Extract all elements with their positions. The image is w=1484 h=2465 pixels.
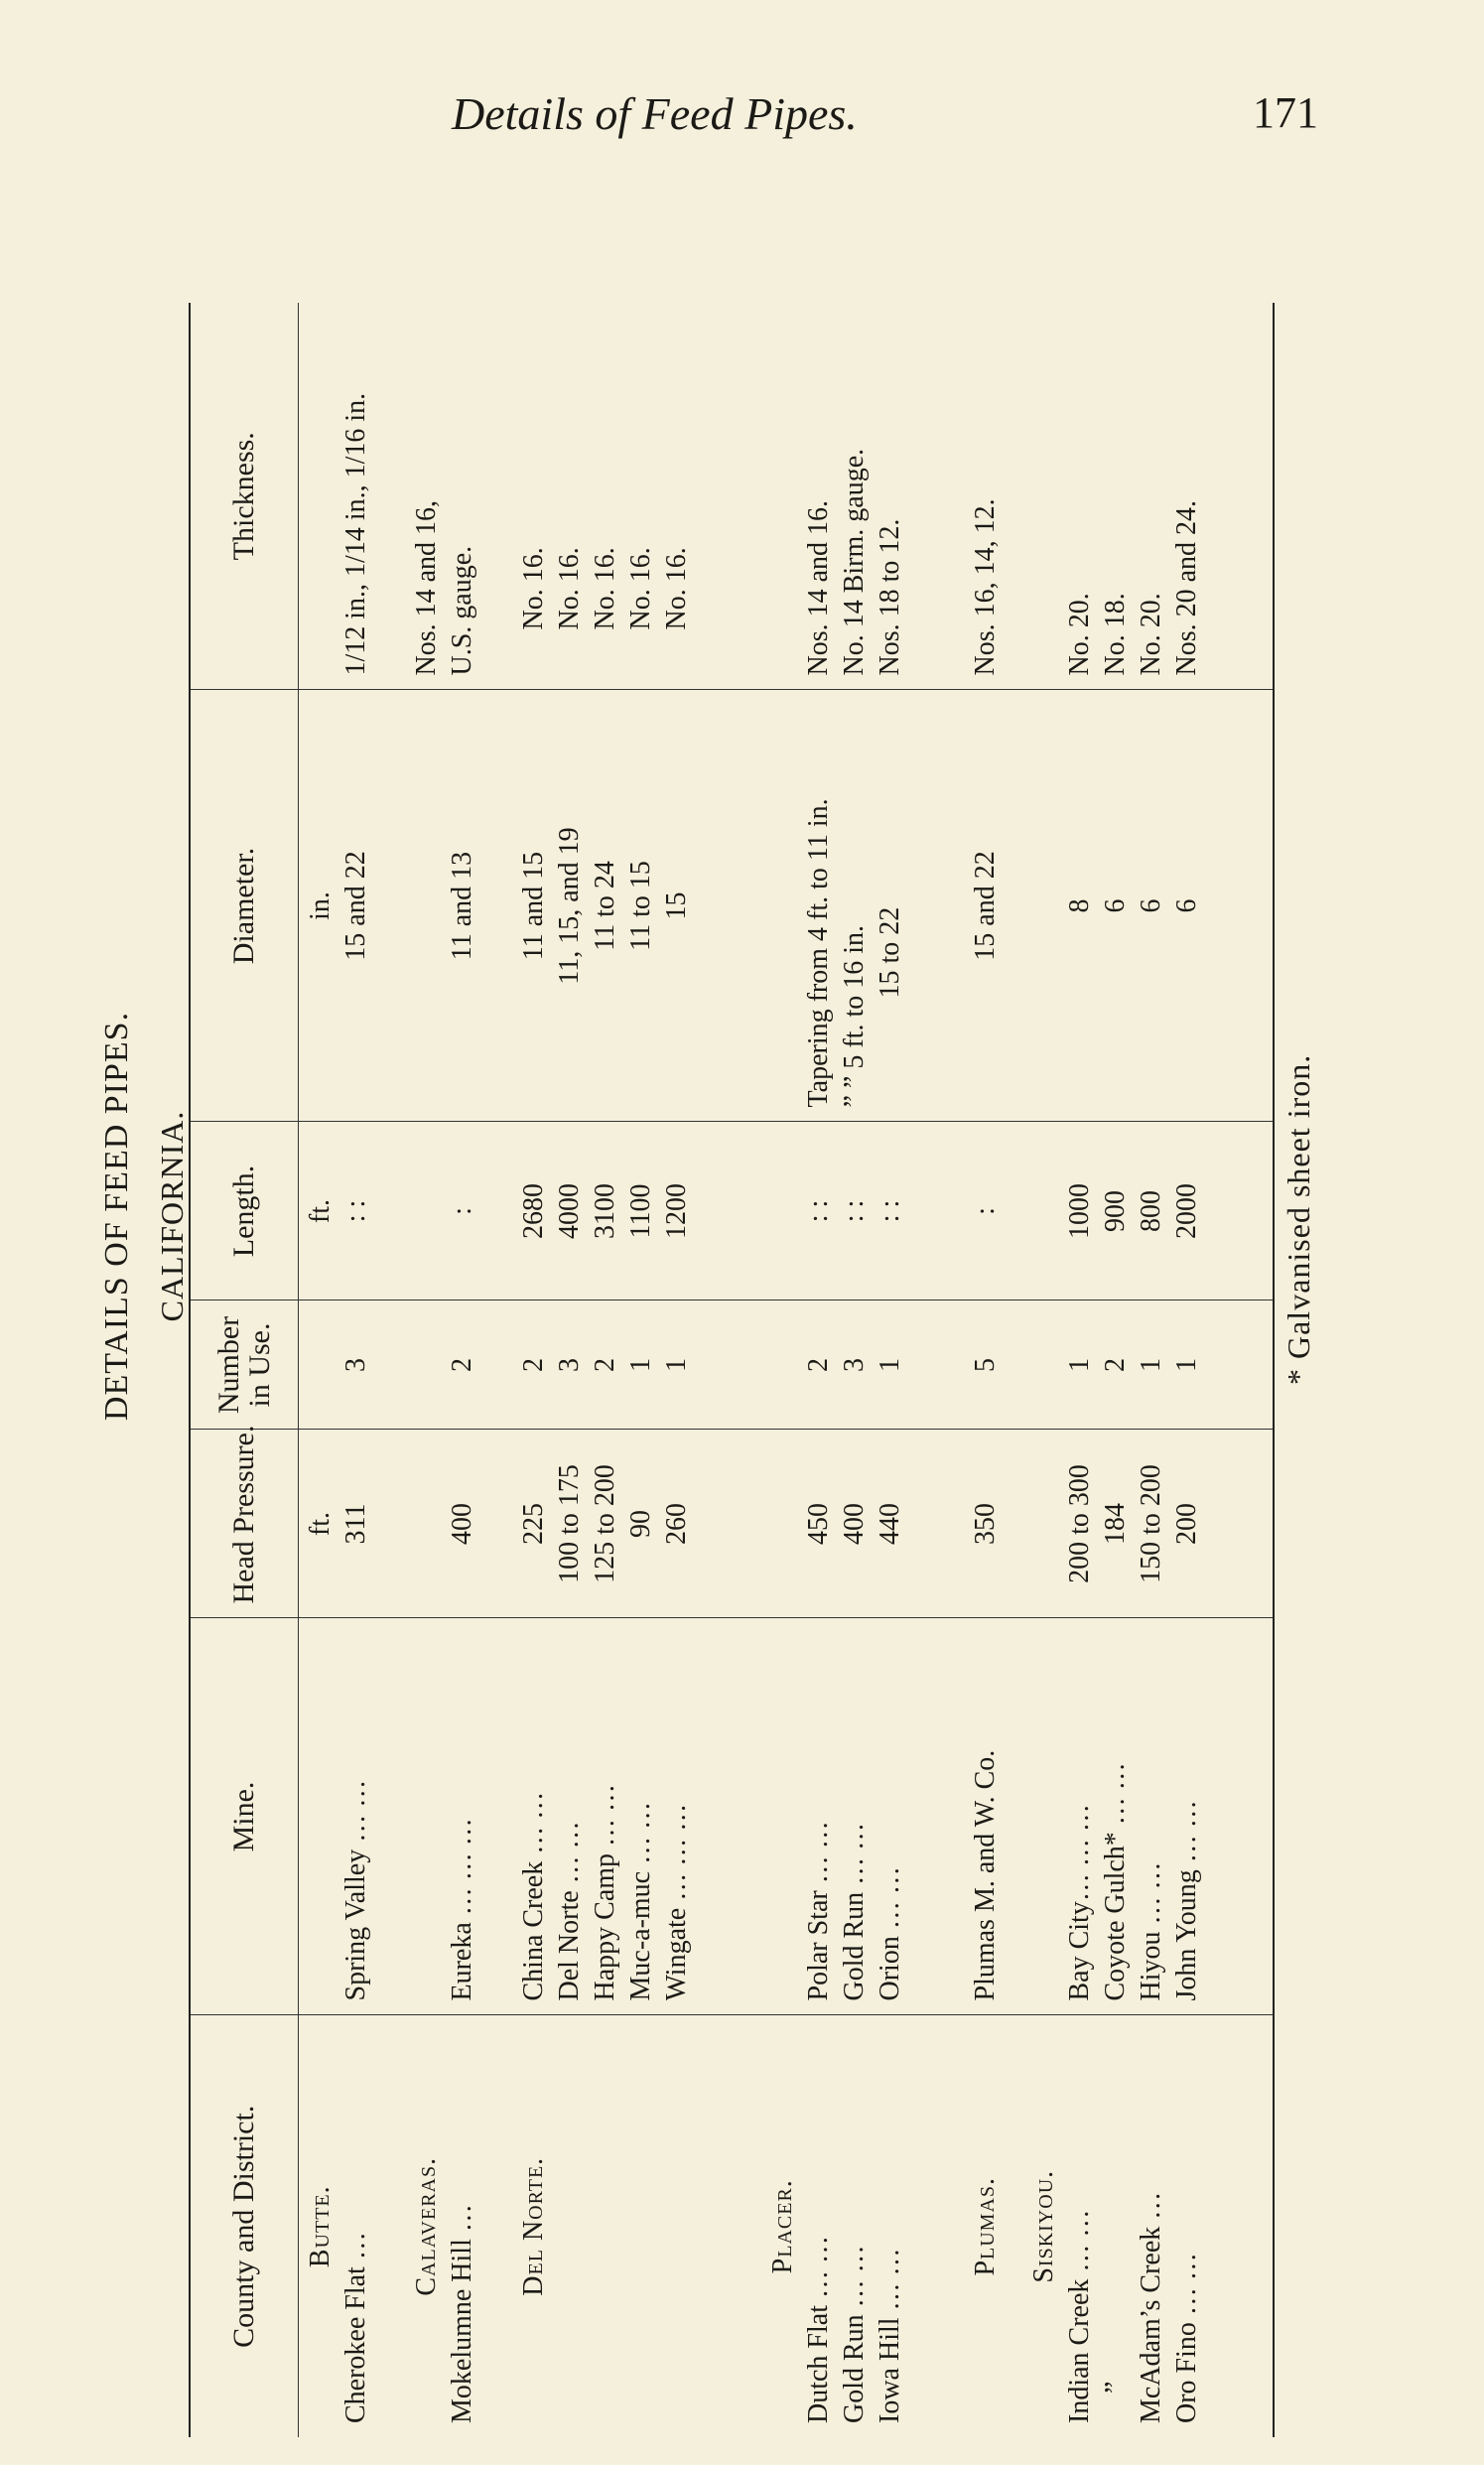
diameter-value: 15 and 22 <box>970 851 1002 961</box>
thickness-value: Nos. 18 to 12. <box>875 518 906 676</box>
number-value: 3 <box>839 1358 871 1372</box>
county-name: McAdam’s Creek … <box>1136 2191 1167 2423</box>
mine-name: Coyote Gulch* … … <box>1100 1762 1132 2001</box>
length-value: : <box>970 1207 1002 1215</box>
mine-name: Polar Star … … <box>803 1821 835 2001</box>
head-value: 184 <box>1100 1503 1132 1545</box>
table-row-siskiyou <box>1022 303 1273 2437</box>
diameter-value: 8 <box>1064 898 1096 913</box>
diameter-value: 6 <box>1136 898 1167 913</box>
thickness-value: No. 14 Birm. gauge. <box>839 448 871 676</box>
number-value: 2 <box>517 1358 549 1372</box>
mine-name: Spring Valley … … <box>340 1779 371 2001</box>
head-value: 440 <box>875 1503 906 1545</box>
head-value: 200 <box>1171 1503 1203 1545</box>
thickness-value: No. 16. <box>517 547 549 630</box>
number-value: 1 <box>624 1358 656 1372</box>
diameter-cell <box>299 690 406 1122</box>
county-name: Iowa Hill … … <box>875 2248 906 2423</box>
thickness-value: No. 20. <box>1136 593 1167 676</box>
thickness-value: Nos. 14 and 16. <box>803 499 835 676</box>
diameter-value: 15 to 22 <box>875 906 906 999</box>
running-title: Details of Feed Pipes. <box>452 88 858 139</box>
mine-name: Muc-a-muc … … <box>624 1801 656 2001</box>
thickness-value: Nos. 20 and 24. <box>1171 499 1203 676</box>
mine-name: John Young … … <box>1171 1800 1203 2001</box>
head-value: 400 <box>839 1503 871 1545</box>
footnote: * Galvanised sheet iron. <box>1281 1053 1316 1385</box>
length-value: 1200 <box>660 1183 692 1239</box>
head-value: 260 <box>660 1503 692 1545</box>
head-value: 225 <box>517 1503 549 1545</box>
diameter-value: 15 <box>660 891 692 920</box>
length-value: 4000 <box>553 1183 585 1239</box>
group-name: Plumas. <box>970 2176 1002 2276</box>
mine-name: China Creek … … <box>517 1791 549 2001</box>
group-name: Siskiyou. <box>1028 2169 1060 2283</box>
head-cell <box>299 1430 406 1618</box>
length-value: 2680 <box>517 1183 549 1239</box>
number-value: 2 <box>1100 1358 1132 1372</box>
thickness-value: No. 16. <box>553 547 585 630</box>
number-value: 2 <box>803 1358 835 1372</box>
rotated-content <box>94 0 1415 2437</box>
diameter-value: ” ” 5 ft. to 16 in. <box>839 924 871 1108</box>
mine-name: Del Norte … … <box>553 1821 585 2001</box>
diameter-value: 11 to 15 <box>624 861 656 951</box>
head-value: 400 <box>447 1503 478 1545</box>
mine-name: Bay City… … … <box>1064 1804 1096 2001</box>
length-value: 1100 <box>624 1183 656 1239</box>
col-thickness: Thickness. <box>191 303 299 690</box>
thickness-value: No. 16. <box>660 547 692 630</box>
length-cell <box>299 1122 406 1301</box>
number-value: 1 <box>875 1358 906 1372</box>
diameter-unit: in. <box>305 891 336 920</box>
feed-pipes-table <box>191 303 1273 2437</box>
group-name: Butte. <box>305 2185 336 2268</box>
group-name: Calaveras. <box>411 2156 443 2296</box>
head-unit: ft. <box>305 1511 336 1537</box>
head-value: 350 <box>970 1503 1002 1545</box>
thickness-value: No. 16. <box>589 547 620 630</box>
thickness-value: No. 20. <box>1064 593 1096 676</box>
length-value: 900 <box>1100 1190 1132 1232</box>
length-value: : : <box>839 1199 871 1223</box>
length-value: 3100 <box>589 1183 620 1239</box>
county-name: Cherokee Flat … <box>340 2232 371 2423</box>
mine-name: Plumas M. and W. Co. <box>970 1749 1002 2001</box>
mine-name: Happy Camp … … <box>589 1783 620 2001</box>
number-value: 2 <box>589 1358 620 1372</box>
mine-name: Eureka … … … <box>447 1818 478 2001</box>
head-value: 200 to 300 <box>1064 1464 1096 1583</box>
table-row-plumas <box>964 303 1022 2437</box>
diameter-value: Tapering from 4 ft. to 11 in. <box>803 798 835 1108</box>
county-name: Mokelumne Hill … <box>447 2204 478 2423</box>
county-cell <box>299 2015 406 2437</box>
col-diameter: Diameter. <box>191 690 299 1122</box>
group-name: Placer. <box>767 2179 799 2274</box>
header-row <box>191 303 299 2437</box>
thickness-value: No. 16. <box>624 547 656 630</box>
table-caption: DETAILS OF FEED PIPES. <box>98 1011 135 1422</box>
table-row-del-norte <box>512 303 762 2437</box>
county-name: Oro Fino … … <box>1171 2253 1203 2423</box>
head-value: 125 to 200 <box>589 1464 620 1583</box>
number-value: 2 <box>447 1358 478 1372</box>
number-value: 1 <box>1064 1358 1096 1372</box>
thickness-cell <box>299 303 406 690</box>
county-name: Indian Creek … … <box>1064 2209 1096 2423</box>
col-number-in-use: Number in Use. <box>191 1301 299 1430</box>
thickness-value: 1/12 in., 1/14 in., 1/16 in. <box>340 392 371 676</box>
table-row-butte <box>299 303 406 2437</box>
table-subcaption: CALIFORNIA. <box>154 1110 190 1322</box>
table-row-calaveras <box>405 303 511 2437</box>
diameter-value: 11 and 15 <box>517 851 549 961</box>
length-unit: ft. <box>305 1198 336 1224</box>
thickness-value: No. 18. <box>1100 593 1132 676</box>
county-name: Dutch Flat … … <box>803 2236 835 2423</box>
number-value: 1 <box>660 1358 692 1372</box>
length-value: : : <box>875 1199 906 1223</box>
number-value: 3 <box>553 1358 585 1372</box>
table-row-placer <box>761 303 964 2437</box>
thickness-value: Nos. 14 and 16, <box>411 499 443 676</box>
group-name: Del Norte. <box>517 2156 549 2296</box>
length-value: : <box>447 1207 478 1215</box>
county-name: ” <box>1100 2381 1132 2394</box>
number-cell <box>299 1301 406 1430</box>
head-value: 90 <box>624 1510 656 1538</box>
number-value: 5 <box>970 1358 1002 1372</box>
length-value: : : <box>803 1199 835 1223</box>
head-value: 150 to 200 <box>1136 1464 1167 1583</box>
length-value: 1000 <box>1064 1183 1096 1239</box>
number-value: 3 <box>340 1358 371 1372</box>
mine-name: Wingate … … … <box>660 1803 692 2001</box>
col-length: Length. <box>191 1122 299 1301</box>
page-number: 171 <box>1253 88 1318 137</box>
diameter-value: 6 <box>1171 898 1203 913</box>
diameter-value: 6 <box>1100 898 1132 913</box>
diameter-value: 11 and 13 <box>447 851 478 961</box>
feed-pipes-table-wrap <box>189 303 1275 2437</box>
mine-name: Hiyou … … <box>1136 1861 1167 2001</box>
head-value: 311 <box>340 1503 371 1545</box>
diameter-value: 11 to 24 <box>589 861 620 951</box>
thickness-value: Nos. 16, 14, 12. <box>970 498 1002 676</box>
diameter-value: 11, 15, and 19 <box>553 827 585 985</box>
number-value: 1 <box>1171 1358 1203 1372</box>
thickness-value: U.S. gauge. <box>447 545 478 676</box>
length-value: : : <box>340 1199 371 1223</box>
length-value: 2000 <box>1171 1183 1203 1239</box>
length-value: 800 <box>1136 1190 1167 1232</box>
mine-name: Gold Run … … <box>839 1822 871 2001</box>
number-value: 1 <box>1136 1358 1167 1372</box>
col-mine: Mine. <box>191 1618 299 2015</box>
head-value: 450 <box>803 1503 835 1545</box>
diameter-value: 15 and 22 <box>340 851 371 961</box>
county-name: Gold Run … … <box>839 2245 871 2423</box>
head-value: 100 to 175 <box>553 1464 585 1583</box>
col-county: County and District. <box>191 2015 299 2437</box>
mine-cell <box>299 1618 406 2015</box>
mine-name: Orion … … <box>875 1866 906 2001</box>
col-head-pressure: Head Pressure. <box>191 1430 299 1618</box>
